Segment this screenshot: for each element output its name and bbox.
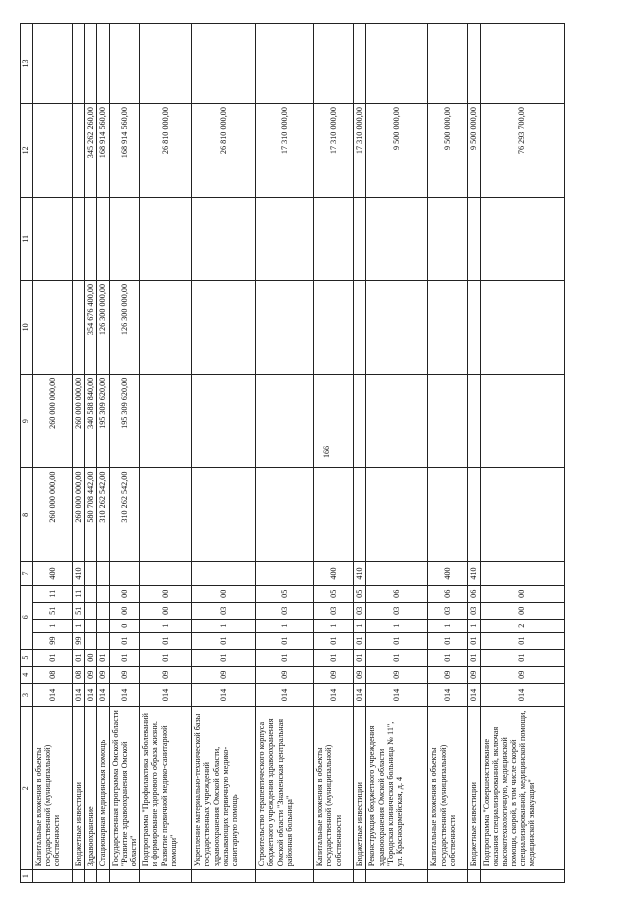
target-article-part-2: 1 [140, 619, 192, 632]
row-index-cell [480, 870, 564, 883]
target-article-part-3: 00 [140, 602, 192, 619]
amount-col-9: 340 588 840,00 [85, 374, 97, 468]
target-article-part-2 [97, 619, 109, 632]
item-name-cell: Стационарная медицинская помощь [97, 707, 109, 870]
table-row [109, 24, 140, 883]
column-number-9: 9 [21, 374, 33, 468]
item-name-cell: Строительство терапевтического корпуса бюджетного учреждения здравоохранения Омской области "Знаменская центральная районная больница" [256, 707, 314, 870]
amount-col-11 [192, 197, 256, 280]
budget-table [20, 23, 565, 883]
target-article-part-3: 51 [33, 602, 73, 619]
amount-col-11 [97, 197, 109, 280]
amount-col-8 [314, 468, 354, 562]
expense-type-cell [366, 562, 428, 585]
expense-type-cell [256, 562, 314, 585]
target-article-part-1: 01 [428, 632, 468, 649]
amount-col-9 [192, 374, 256, 468]
amount-col-9: 195 309 620,00 [97, 374, 109, 468]
row-index-cell [109, 870, 140, 883]
target-article-part-2: 1 [354, 619, 366, 632]
amount-col-8: 580 708 442,00 [85, 468, 97, 562]
section-cell: 09 [468, 666, 480, 683]
target-article-part-4: 06 [366, 585, 428, 602]
target-article-part-3: 00 [480, 602, 564, 619]
target-article-part-1: 01 [480, 632, 564, 649]
item-name-cell: Капитальные вложения в объекты государственной (муниципальной) собственности [428, 707, 468, 870]
section-cell: 09 [314, 666, 354, 683]
amount-col-11 [33, 197, 73, 280]
table-row [192, 24, 256, 883]
code-cell: 014 [73, 683, 85, 706]
amount-col-8: 260 000 000,00 [73, 468, 85, 562]
subsection-cell: 01 [97, 649, 109, 666]
section-cell: 09 [97, 666, 109, 683]
amount-col-10 [256, 280, 314, 374]
amount-col-9 [256, 374, 314, 468]
amount-col-8 [428, 468, 468, 562]
target-article-part-2: 1 [192, 619, 256, 632]
amount-col-13 [480, 24, 564, 104]
amount-col-12: 345 262 260,00 [85, 104, 97, 198]
expense-type-cell: 400 [428, 562, 468, 585]
amount-col-10 [192, 280, 256, 374]
amount-col-8 [192, 468, 256, 562]
amount-col-9 [428, 374, 468, 468]
section-cell: 09 [354, 666, 366, 683]
item-name-cell: Капитальные вложения в объекты государственной (муниципальной) собственности [33, 707, 73, 870]
target-article-part-2: 1 [366, 619, 428, 632]
column-number-2: 2 [21, 707, 33, 870]
row-index-cell [354, 870, 366, 883]
target-article-part-1 [85, 632, 97, 649]
budget-table-sheet [20, 23, 620, 883]
row-index-cell [140, 870, 192, 883]
row-index-cell [366, 870, 428, 883]
amount-col-8: 310 262 542,00 [97, 468, 109, 562]
row-index-cell [97, 870, 109, 883]
row-index-cell [468, 870, 480, 883]
subsection-cell: 01 [192, 649, 256, 666]
amount-col-12 [73, 104, 85, 198]
amount-col-12: 9 500 000,00 [468, 104, 480, 198]
target-article-part-1: 01 [109, 632, 140, 649]
section-cell: 08 [33, 666, 73, 683]
amount-col-10 [314, 280, 354, 374]
column-number-7: 7 [21, 562, 33, 585]
expense-type-cell [192, 562, 256, 585]
expense-type-cell: 410 [468, 562, 480, 585]
target-article-part-4: 00 [480, 585, 564, 602]
item-name-cell: Здравоохранение [85, 707, 97, 870]
target-article-part-4 [85, 585, 97, 602]
amount-col-12: 168 914 560,00 [97, 104, 109, 198]
subsection-cell: 00 [85, 649, 97, 666]
row-index-cell [428, 870, 468, 883]
amount-col-13 [109, 24, 140, 104]
table-row [480, 24, 564, 883]
amount-col-13 [314, 24, 354, 104]
subsection-cell: 01 [366, 649, 428, 666]
amount-col-11 [428, 197, 468, 280]
section-cell: 09 [480, 666, 564, 683]
target-article-part-1: 01 [256, 632, 314, 649]
target-article-part-4: 06 [468, 585, 480, 602]
amount-col-13 [140, 24, 192, 104]
amount-col-9: 260 000 000,00 [33, 374, 73, 468]
amount-col-10 [366, 280, 428, 374]
expense-type-cell [140, 562, 192, 585]
column-number-6: 6 [21, 585, 33, 649]
column-number-8: 8 [21, 468, 33, 562]
code-cell: 014 [314, 683, 354, 706]
code-cell: 014 [33, 683, 73, 706]
expense-type-cell [97, 562, 109, 585]
section-cell: 09 [366, 666, 428, 683]
row-index-cell [192, 870, 256, 883]
amount-col-13 [354, 24, 366, 104]
subsection-cell: 01 [73, 649, 85, 666]
amount-col-10 [468, 280, 480, 374]
amount-col-10: 354 676 400,00 [85, 280, 97, 374]
target-article-part-3: 51 [73, 602, 85, 619]
row-index-cell [314, 870, 354, 883]
amount-col-8 [468, 468, 480, 562]
amount-col-11 [85, 197, 97, 280]
target-article-part-4: 06 [428, 585, 468, 602]
table-row [73, 24, 85, 883]
amount-col-13 [73, 24, 85, 104]
table-row [354, 24, 366, 883]
amount-col-9 [140, 374, 192, 468]
subsection-cell: 01 [314, 649, 354, 666]
amount-col-13 [468, 24, 480, 104]
item-name-cell: Реконструкция бюджетного учреждения здравоохранения Омской области "Городская клиническая больница № 11", ул. Красноармейская, д. 4 [366, 707, 428, 870]
expense-type-cell: 400 [33, 562, 73, 585]
target-article-part-1: 01 [314, 632, 354, 649]
target-article-part-3: 03 [428, 602, 468, 619]
subsection-cell: 01 [33, 649, 73, 666]
table-row [256, 24, 314, 883]
target-article-part-1: 01 [192, 632, 256, 649]
amount-col-11 [140, 197, 192, 280]
code-cell: 014 [97, 683, 109, 706]
amount-col-12: 168 914 560,00 [109, 104, 140, 198]
table-row [33, 24, 73, 883]
target-article-part-2: 0 [109, 619, 140, 632]
amount-col-10 [354, 280, 366, 374]
expense-type-cell [85, 562, 97, 585]
amount-col-13 [428, 24, 468, 104]
amount-col-13 [256, 24, 314, 104]
amount-col-13 [85, 24, 97, 104]
amount-col-8 [354, 468, 366, 562]
target-article-part-2: 2 [480, 619, 564, 632]
target-article-part-1: 01 [354, 632, 366, 649]
column-number-3: 3 [21, 683, 33, 706]
amount-col-12: 26 810 000,00 [192, 104, 256, 198]
code-cell: 014 [256, 683, 314, 706]
target-article-part-2 [85, 619, 97, 632]
target-article-part-4: 00 [192, 585, 256, 602]
expense-type-cell: 400 [314, 562, 354, 585]
code-cell: 014 [109, 683, 140, 706]
subsection-cell: 01 [468, 649, 480, 666]
code-cell: 014 [192, 683, 256, 706]
amount-col-9: 195 309 620,00 [109, 374, 140, 468]
amount-col-11 [354, 197, 366, 280]
amount-col-11 [366, 197, 428, 280]
section-cell: 09 [85, 666, 97, 683]
target-article-part-2: 1 [33, 619, 73, 632]
table-row [85, 24, 97, 883]
subsection-cell: 01 [480, 649, 564, 666]
amount-col-13 [97, 24, 109, 104]
target-article-part-1: 01 [140, 632, 192, 649]
target-article-part-1 [97, 632, 109, 649]
amount-col-8 [366, 468, 428, 562]
amount-col-8 [480, 468, 564, 562]
table-row [428, 24, 468, 883]
amount-col-10 [428, 280, 468, 374]
amount-col-9 [354, 374, 366, 468]
target-article-part-4: 05 [256, 585, 314, 602]
amount-col-8 [140, 468, 192, 562]
code-cell: 014 [480, 683, 564, 706]
amount-col-12: 17 310 000,00 [314, 104, 354, 198]
target-article-part-2: 1 [428, 619, 468, 632]
amount-col-12: 76 293 700,00 [480, 104, 564, 198]
target-article-part-3: 03 [354, 602, 366, 619]
table-row [97, 24, 109, 883]
column-number-11: 11 [21, 197, 33, 280]
amount-col-11 [73, 197, 85, 280]
subsection-cell: 01 [256, 649, 314, 666]
target-article-part-4: 11 [33, 585, 73, 602]
column-number-10: 10 [21, 280, 33, 374]
amount-col-8: 260 000 000,00 [33, 468, 73, 562]
target-article-part-4: 00 [109, 585, 140, 602]
column-number-13: 13 [21, 24, 33, 104]
expense-type-cell [109, 562, 140, 585]
item-name-cell: Бюджетные инвестиции [468, 707, 480, 870]
amount-col-12: 9 500 000,00 [366, 104, 428, 198]
subsection-cell: 01 [109, 649, 140, 666]
item-name-cell: Подпрограмма "Совершенствование оказания специализированной, включая высокотехнологичную, медицинской помощи, скорой, в том числе скорой специализированной, медицинской помощи, медицинской эвакуации" [480, 707, 564, 870]
target-article-part-3: 03 [366, 602, 428, 619]
target-article-part-3: 03 [192, 602, 256, 619]
item-name-cell: Подпрограмма "Профилактика заболеваний и формирование здорового образа жизни. Развитие первичной медико-санитарной помощи" [140, 707, 192, 870]
target-article-part-3 [85, 602, 97, 619]
amount-col-12: 26 810 000,00 [140, 104, 192, 198]
row-index-cell [256, 870, 314, 883]
amount-col-11 [109, 197, 140, 280]
section-cell: 09 [109, 666, 140, 683]
amount-col-11 [314, 197, 354, 280]
amount-col-10: 126 300 000,00 [109, 280, 140, 374]
code-cell: 014 [140, 683, 192, 706]
column-number-row [21, 24, 33, 883]
target-article-part-3 [97, 602, 109, 619]
amount-col-9 [468, 374, 480, 468]
column-number-5: 5 [21, 649, 33, 666]
amount-col-12 [33, 104, 73, 198]
table-row [468, 24, 480, 883]
amount-col-8: 310 262 542,00 [109, 468, 140, 562]
section-cell: 09 [428, 666, 468, 683]
target-article-part-3: 03 [314, 602, 354, 619]
amount-col-10 [140, 280, 192, 374]
target-article-part-2: 1 [314, 619, 354, 632]
amount-col-12: 17 310 000,00 [256, 104, 314, 198]
expense-type-cell [480, 562, 564, 585]
table-row [314, 24, 354, 883]
target-article-part-2: 1 [468, 619, 480, 632]
amount-col-12: 9 500 000,00 [428, 104, 468, 198]
amount-col-10 [73, 280, 85, 374]
amount-col-9 [314, 374, 354, 468]
column-number-4: 4 [21, 666, 33, 683]
item-name-cell: Государственная программа Омской области "Развитие здравоохранения Омской области" [109, 707, 140, 870]
section-cell: 08 [73, 666, 85, 683]
target-article-part-1: 99 [33, 632, 73, 649]
subsection-cell: 01 [140, 649, 192, 666]
code-cell: 014 [354, 683, 366, 706]
section-cell: 09 [192, 666, 256, 683]
target-article-part-3: 03 [256, 602, 314, 619]
amount-col-12: 17 310 000,00 [354, 104, 366, 198]
code-cell: 014 [366, 683, 428, 706]
amount-col-11 [480, 197, 564, 280]
target-article-part-4: 05 [354, 585, 366, 602]
target-article-part-4: 11 [73, 585, 85, 602]
target-article-part-2: 1 [256, 619, 314, 632]
column-number-1: 1 [21, 870, 33, 883]
amount-col-9 [480, 374, 564, 468]
target-article-part-1: 99 [73, 632, 85, 649]
code-cell: 014 [468, 683, 480, 706]
amount-col-13 [33, 24, 73, 104]
item-name-cell: Бюджетные инвестиции [354, 707, 366, 870]
item-name-cell: Капитальные вложения в объекты государственной (муниципальной) собственности [314, 707, 354, 870]
amount-col-10 [480, 280, 564, 374]
amount-col-11 [256, 197, 314, 280]
target-article-part-1: 01 [468, 632, 480, 649]
table-row [366, 24, 428, 883]
amount-col-10 [33, 280, 73, 374]
subsection-cell: 01 [354, 649, 366, 666]
target-article-part-4: 05 [314, 585, 354, 602]
row-index-cell [33, 870, 73, 883]
code-cell: 014 [85, 683, 97, 706]
item-name-cell: Укрепление материально-технической базы государственных учреждений здравоохранения Омской области, оказывающих первичную медико-санитарную помощь [192, 707, 256, 870]
amount-col-13 [192, 24, 256, 104]
amount-col-9 [366, 374, 428, 468]
row-index-cell [85, 870, 97, 883]
amount-col-13 [366, 24, 428, 104]
target-article-part-4 [97, 585, 109, 602]
amount-col-9: 260 000 000,00 [73, 374, 85, 468]
item-name-cell: Бюджетные инвестиции [73, 707, 85, 870]
subsection-cell: 01 [428, 649, 468, 666]
expense-type-cell: 410 [73, 562, 85, 585]
section-cell: 09 [256, 666, 314, 683]
amount-col-8 [256, 468, 314, 562]
expense-type-cell: 410 [354, 562, 366, 585]
table-row [140, 24, 192, 883]
target-article-part-3: 00 [109, 602, 140, 619]
target-article-part-3: 03 [468, 602, 480, 619]
row-index-cell [73, 870, 85, 883]
amount-col-11 [468, 197, 480, 280]
code-cell: 014 [428, 683, 468, 706]
target-article-part-2: 1 [73, 619, 85, 632]
section-cell: 09 [140, 666, 192, 683]
page-number: 166 [322, 446, 331, 458]
target-article-part-1: 01 [366, 632, 428, 649]
target-article-part-4: 00 [140, 585, 192, 602]
amount-col-10: 126 300 000,00 [97, 280, 109, 374]
column-number-12: 12 [21, 104, 33, 198]
